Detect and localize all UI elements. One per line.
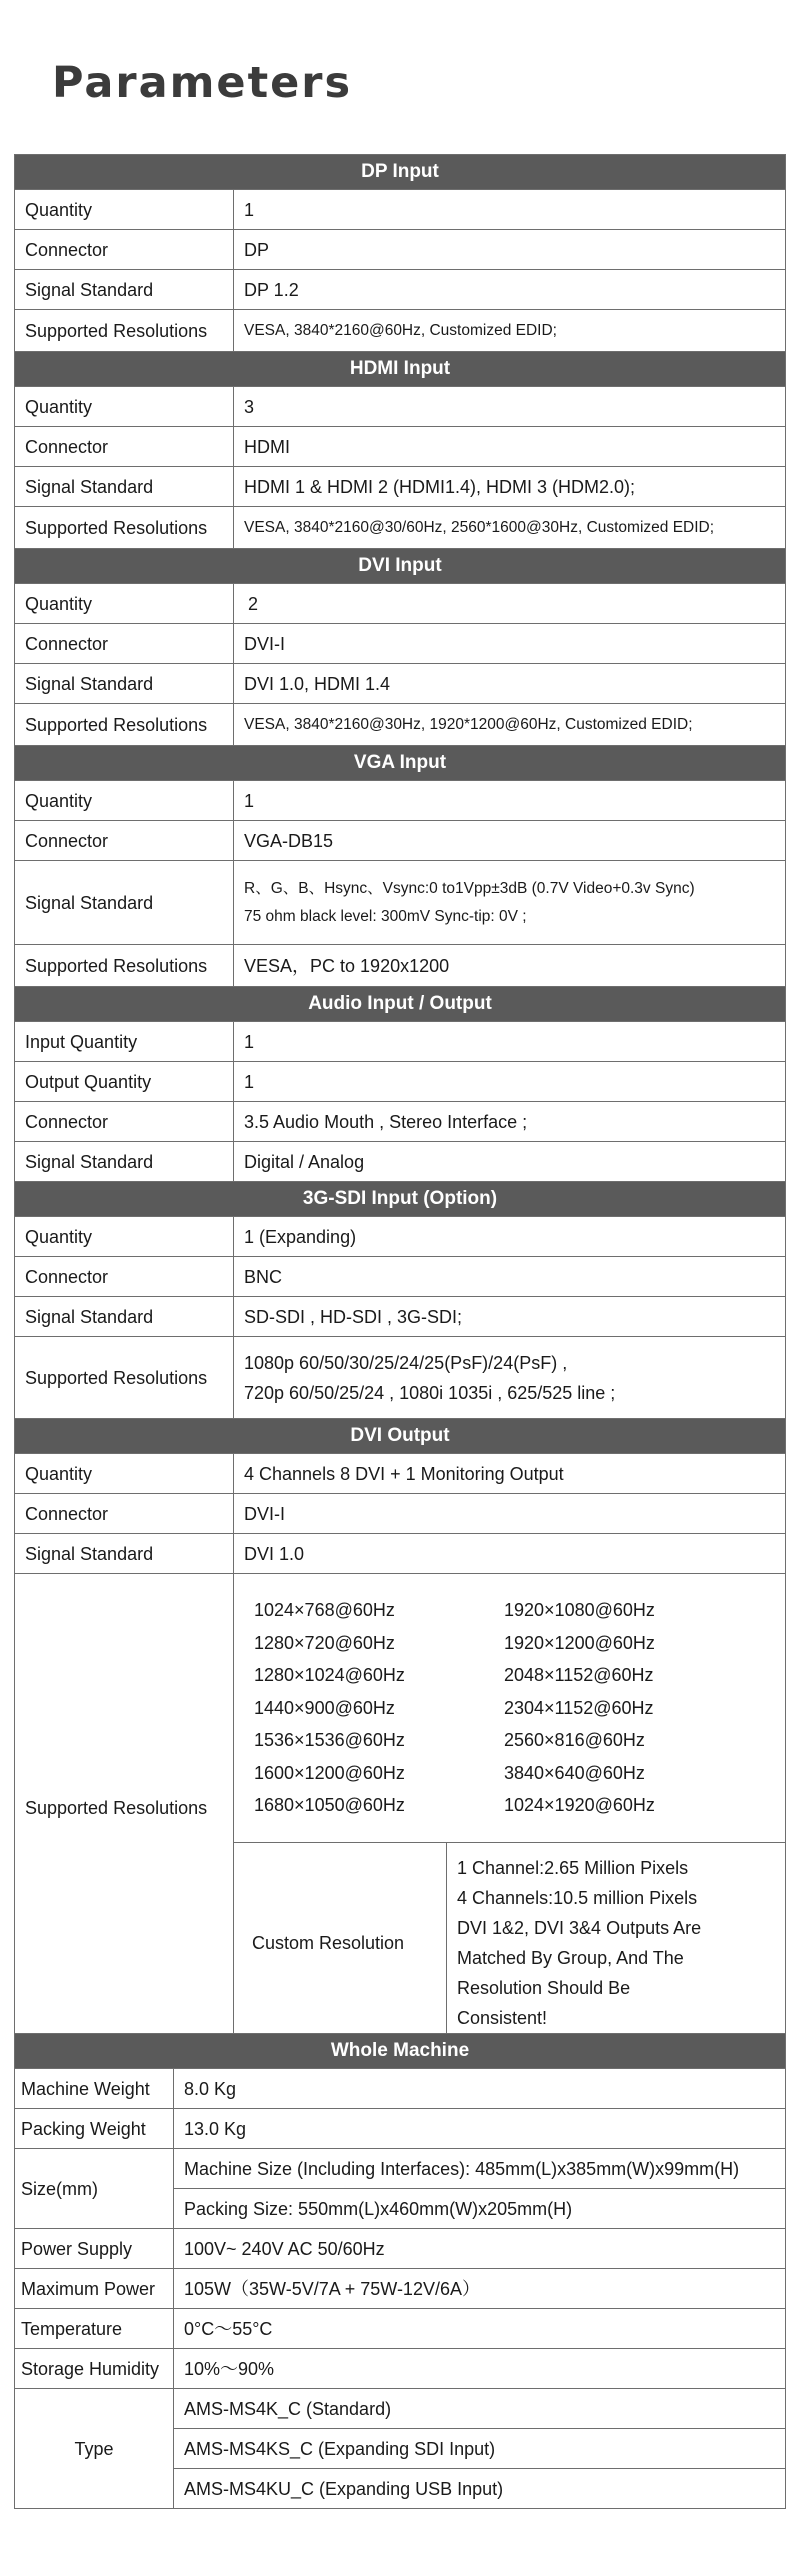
custom-line: Matched By Group, And The [457, 1947, 684, 1968]
row-label: Signal Standard [15, 664, 234, 704]
row-value: VESA, 3840*2160@30Hz, 1920*1200@60Hz, Customized EDID; [234, 704, 786, 746]
row-label: Supported Resolutions [15, 507, 234, 549]
custom-resolution-label: Custom Resolution [234, 1843, 447, 2043]
row-value: DP 1.2 [234, 270, 786, 310]
row-value: 100V~ 240V AC 50/60Hz [174, 2229, 786, 2269]
row-label: Power Supply [15, 2229, 174, 2269]
row-label: Connector [15, 1102, 234, 1142]
row-value: Machine Size (Including Interfaces): 485mm(L)x385mm(W)x99mm(H) [174, 2149, 786, 2189]
row-label: Connector [15, 1494, 234, 1534]
resolution-line: 720p 60/50/25/24 , 1080i 1035i , 625/525 line ; [244, 1382, 616, 1403]
resolution-item: 2048×1152@60Hz [504, 1665, 654, 1685]
resolution-line: 1080p 60/50/30/25/24/25(PsF)/24(PsF) , [244, 1352, 568, 1373]
row-label: Signal Standard [15, 1297, 234, 1337]
resolution-item: 1280×720@60Hz [254, 1632, 395, 1653]
row-value [234, 1337, 786, 1419]
resolution-item: 2304×1152@60Hz [504, 1697, 654, 1718]
section-header-vga: VGA Input [15, 746, 786, 781]
row-value: 1 [234, 1062, 786, 1102]
row-value: 8.0 Kg [174, 2069, 786, 2109]
row-value: Digital / Analog [234, 1142, 786, 1182]
resolution-item: 1280×1024@60Hz [254, 1665, 405, 1685]
row-label: Signal Standard [15, 1534, 234, 1574]
row-value: 3 [234, 387, 786, 427]
resolution-item: 1600×1200@60Hz [254, 1762, 405, 1783]
row-label: Signal Standard [15, 270, 234, 310]
row-value: DVI-I [234, 624, 786, 664]
signal-line: R、G、B、Hsync、Vsync:0 to1Vpp±3dB (0.7V Video+0.3v Sync) [244, 879, 695, 897]
row-value: Packing Size: 550mm(L)x460mm(W)x205mm(H) [174, 2189, 786, 2229]
row-label: Storage Humidity [15, 2349, 174, 2389]
resolutions-cell [234, 1574, 786, 2044]
row-value: 105W（35W-5V/7A + 75W-12V/6A） [174, 2269, 786, 2309]
row-label: Signal Standard [15, 467, 234, 507]
row-label: Input Quantity [15, 1022, 234, 1062]
row-value: 1 (Expanding) [234, 1217, 786, 1257]
resolution-item: 1920×1080@60Hz [504, 1600, 655, 1620]
row-label: Quantity [15, 584, 234, 624]
row-label: Quantity [15, 190, 234, 230]
row-value: 13.0 Kg [174, 2109, 786, 2149]
section-header-machine: Whole Machine [15, 2034, 786, 2069]
row-value: VESA, 3840*2160@30/60Hz, 2560*1600@30Hz, Customized EDID; [234, 507, 786, 549]
row-value: VGA-DB15 [234, 821, 786, 861]
row-label: Supported Resolutions [15, 1337, 234, 1419]
row-label: Connector [15, 624, 234, 664]
row-label: Connector [15, 230, 234, 270]
specs-table [14, 154, 786, 2044]
row-label: Output Quantity [15, 1062, 234, 1102]
row-value: HDMI [234, 427, 786, 467]
page-title: Parameters [52, 58, 353, 108]
row-value: DVI 1.0 [234, 1534, 786, 1574]
resolution-item: 3840×640@60Hz [504, 1762, 645, 1783]
row-label: Supported Resolutions [15, 1574, 234, 2044]
row-value: 1 [234, 1022, 786, 1062]
row-value [234, 861, 786, 945]
row-label: Connector [15, 427, 234, 467]
custom-line: 1 Channel:2.65 Million Pixels [457, 1857, 689, 1878]
custom-resolution-row [234, 1842, 785, 2043]
row-label: Supported Resolutions [15, 704, 234, 746]
row-label: Temperature [15, 2309, 174, 2349]
row-label: Size(mm) [15, 2149, 174, 2229]
row-label: Quantity [15, 781, 234, 821]
section-header-audio: Audio Input / Output [15, 987, 786, 1022]
row-label: Quantity [15, 387, 234, 427]
row-value: 2 [234, 584, 786, 624]
section-header-dvi-input: DVI Input [15, 549, 786, 584]
row-value: AMS-MS4KS_C (Expanding SDI Input) [174, 2429, 786, 2469]
resolution-item: 1920×1200@60Hz [504, 1632, 655, 1653]
row-label: Supported Resolutions [15, 945, 234, 987]
row-value: 1 [234, 190, 786, 230]
row-value: AMS-MS4K_C (Standard) [174, 2389, 786, 2429]
row-value: DVI 1.0, HDMI 1.4 [234, 664, 786, 704]
row-label: Type [15, 2389, 174, 2509]
row-label: Connector [15, 821, 234, 861]
custom-line: 4 Channels:10.5 million Pixels [457, 1887, 698, 1908]
resolution-item: 2560×816@60Hz [504, 1730, 645, 1750]
custom-resolution-value [447, 1843, 785, 2043]
row-value: 1 [234, 781, 786, 821]
section-header-dp: DP Input [15, 155, 786, 190]
row-value: 3.5 Audio Mouth , Stereo Interface ; [234, 1102, 786, 1142]
row-label: Maximum Power [15, 2269, 174, 2309]
row-label: Quantity [15, 1217, 234, 1257]
custom-line: Resolution Should Be [457, 1977, 631, 1998]
resolution-item: 1440×900@60Hz [254, 1697, 395, 1718]
row-label: Supported Resolutions [15, 310, 234, 352]
row-value: VESA, 3840*2160@60Hz, Customized EDID; [234, 310, 786, 352]
row-label: Signal Standard [15, 861, 234, 945]
row-value: 10%～90% [174, 2349, 786, 2389]
resolution-item: 1024×1920@60Hz [504, 1795, 655, 1815]
row-value: AMS-MS4KU_C (Expanding USB Input) [174, 2469, 786, 2509]
section-header-hdmi: HDMI Input [15, 352, 786, 387]
row-value: BNC [234, 1257, 786, 1297]
resolution-item: 1536×1536@60Hz [254, 1730, 405, 1750]
row-value: DVI-I [234, 1494, 786, 1534]
machine-table [14, 2033, 786, 2509]
row-label: Signal Standard [15, 1142, 234, 1182]
row-label: Connector [15, 1257, 234, 1297]
row-value: SD-SDI , HD-SDI , 3G-SDI; [234, 1297, 786, 1337]
section-header-sdi: 3G-SDI Input (Option) [15, 1182, 786, 1217]
row-value: VESA，PC to 1920x1200 [234, 945, 786, 987]
resolution-list [234, 1574, 785, 1842]
row-label: Quantity [15, 1454, 234, 1494]
row-value: 4 Channels 8 DVI + 1 Monitoring Output [234, 1454, 786, 1494]
custom-line: DVI 1&2, DVI 3&4 Outputs Are [457, 1917, 702, 1938]
row-value: DP [234, 230, 786, 270]
resolution-item: 1680×1050@60Hz [254, 1795, 405, 1815]
custom-line: Consistent! [457, 2007, 548, 2028]
signal-line: 75 ohm black level: 300mV Sync-tip: 0V ; [244, 907, 527, 925]
row-label: Machine Weight [15, 2069, 174, 2109]
row-value: 0°C～55°C [174, 2309, 786, 2349]
resolution-item: 1024×768@60Hz [254, 1600, 395, 1620]
row-value: HDMI 1 & HDMI 2 (HDMI1.4), HDMI 3 (HDM2.0); [234, 467, 786, 507]
section-header-dvi-output: DVI Output [15, 1419, 786, 1454]
row-label: Packing Weight [15, 2109, 174, 2149]
